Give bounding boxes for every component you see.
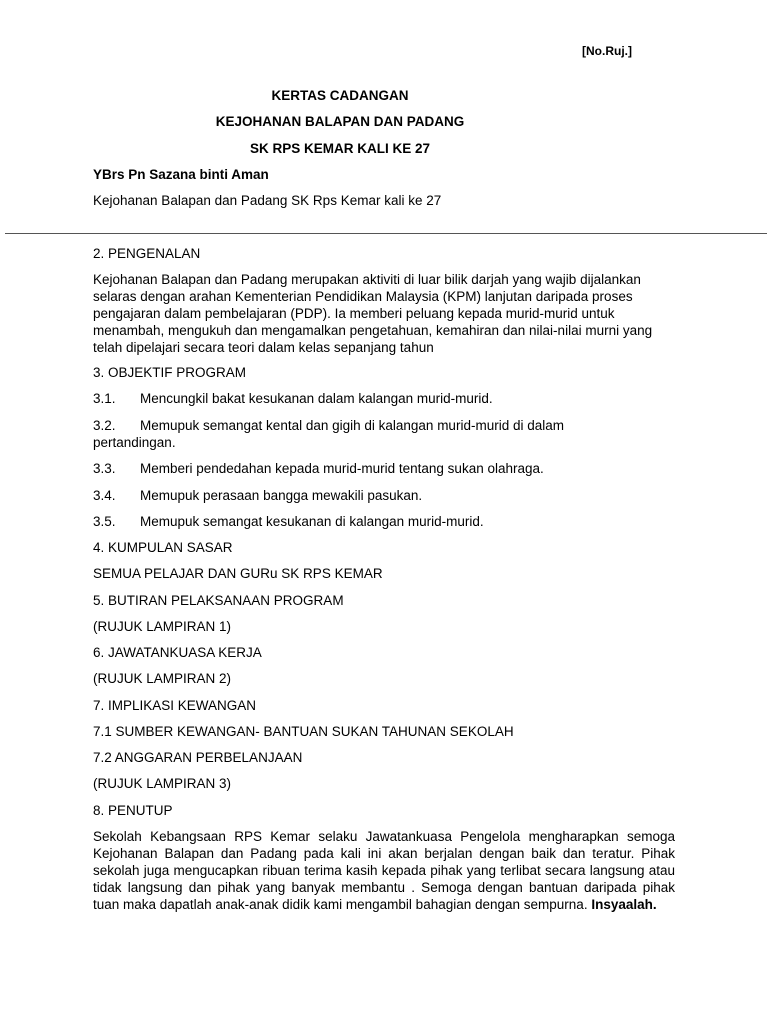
section-heading: 6. JAWATANKUASA KERJA [93, 645, 262, 660]
item-text: Memupuk perasaan bangga mewakili pasukan. [140, 488, 423, 503]
objective-item [93, 418, 564, 433]
section-heading: 5. BUTIRAN PELAKSANAAN PROGRAM [93, 593, 344, 608]
item-text: Memberi pendedahan kepada murid-murid tentang sukan olahraga. [140, 461, 544, 476]
section-body: SEMUA PELAJAR DAN GURu SK RPS KEMAR [93, 566, 383, 581]
subsection-heading: 7.1 SUMBER KEWANGAN- BANTUAN SUKAN TAHUNAN SEKOLAH [93, 724, 514, 739]
closing-body: Sekolah Kebangsaan RPS Kemar selaku Jawatankuasa Pengelola mengharapkan semoga Kejohanan Balapan dan Padang pada kali ini akan berjalan dengan baik dan teratur. Pihak sekolah juga mengucapkan ribuan terima kasih kepada pihak yang terlibat secara langsung atau tidak langsung dan pihak yang banyak membantu . Semoga dengan bantuan daripada pihak tuan maka dapatlah anak-anak didik kami mengambil bahagian dengan sempurna. [93, 829, 675, 912]
item-number: 3.3. [93, 461, 116, 476]
section-heading: 8. PENUTUP [93, 803, 173, 818]
objective-item [93, 488, 422, 503]
subsection-heading: 7.2 ANGGARAN PERBELANJAAN [93, 750, 303, 765]
section-body: (RUJUK LAMPIRAN 3) [93, 776, 232, 791]
section-heading: 2. PENGENALAN [93, 246, 201, 261]
objective-item [93, 514, 484, 529]
objective-item-continuation: pertandingan. [93, 435, 176, 450]
recipient: YBrs Pn Sazana binti Aman [93, 167, 269, 182]
section-body: (RUJUK LAMPIRAN 2) [93, 671, 232, 686]
objective-item [93, 461, 544, 476]
closing-word: Insyaalah. [591, 897, 657, 912]
section-heading: 7. IMPLIKASI KEWANGAN [93, 698, 257, 713]
divider [5, 233, 767, 234]
section-body: Kejohanan Balapan dan Padang merupakan aktiviti di luar bilik darjah yang wajib dijalankan selaras dengan arahan Kementerian Pendidikan Malaysia (KPM) lanjutan daripada proses pengajaran dalam pembelajaran (PDP). Ia memberi peluang kepada murid-murid untuk menambah, mengukuh dan mengamalkan pengetahuan, kemahiran dan nilai-nilai murni yang telah dipelajari secara teori dalam kelas sepanjang tahun [93, 272, 653, 355]
section-heading: 4. KUMPULAN SASAR [93, 540, 233, 555]
event-title: KEJOHANAN BALAPAN DAN PADANG [215, 114, 465, 129]
item-number: 3.2. [93, 418, 116, 433]
item-text: Memupuk semangat kesukanan di kalangan murid-murid. [140, 514, 484, 529]
subject-line: Kejohanan Balapan dan Padang SK Rps Kemar kali ke 27 [93, 193, 442, 208]
objective-item [93, 391, 493, 406]
item-number: 3.1. [93, 391, 116, 406]
item-number: 3.4. [93, 488, 116, 503]
item-text: Mencungkil bakat kesukanan dalam kalangan murid-murid. [140, 391, 493, 406]
closing-paragraph [93, 828, 675, 913]
item-text: Memupuk semangat kental dan gigih di kalangan murid-murid di dalam [140, 418, 564, 433]
section-body: (RUJUK LAMPIRAN 1) [93, 619, 232, 634]
reference-number: [No.Ruj.] [582, 44, 632, 58]
event-subtitle: SK RPS KEMAR KALI KE 27 [249, 141, 431, 156]
item-number: 3.5. [93, 514, 116, 529]
document-title: KERTAS CADANGAN [271, 88, 409, 103]
section-heading: 3. OBJEKTIF PROGRAM [93, 365, 247, 380]
